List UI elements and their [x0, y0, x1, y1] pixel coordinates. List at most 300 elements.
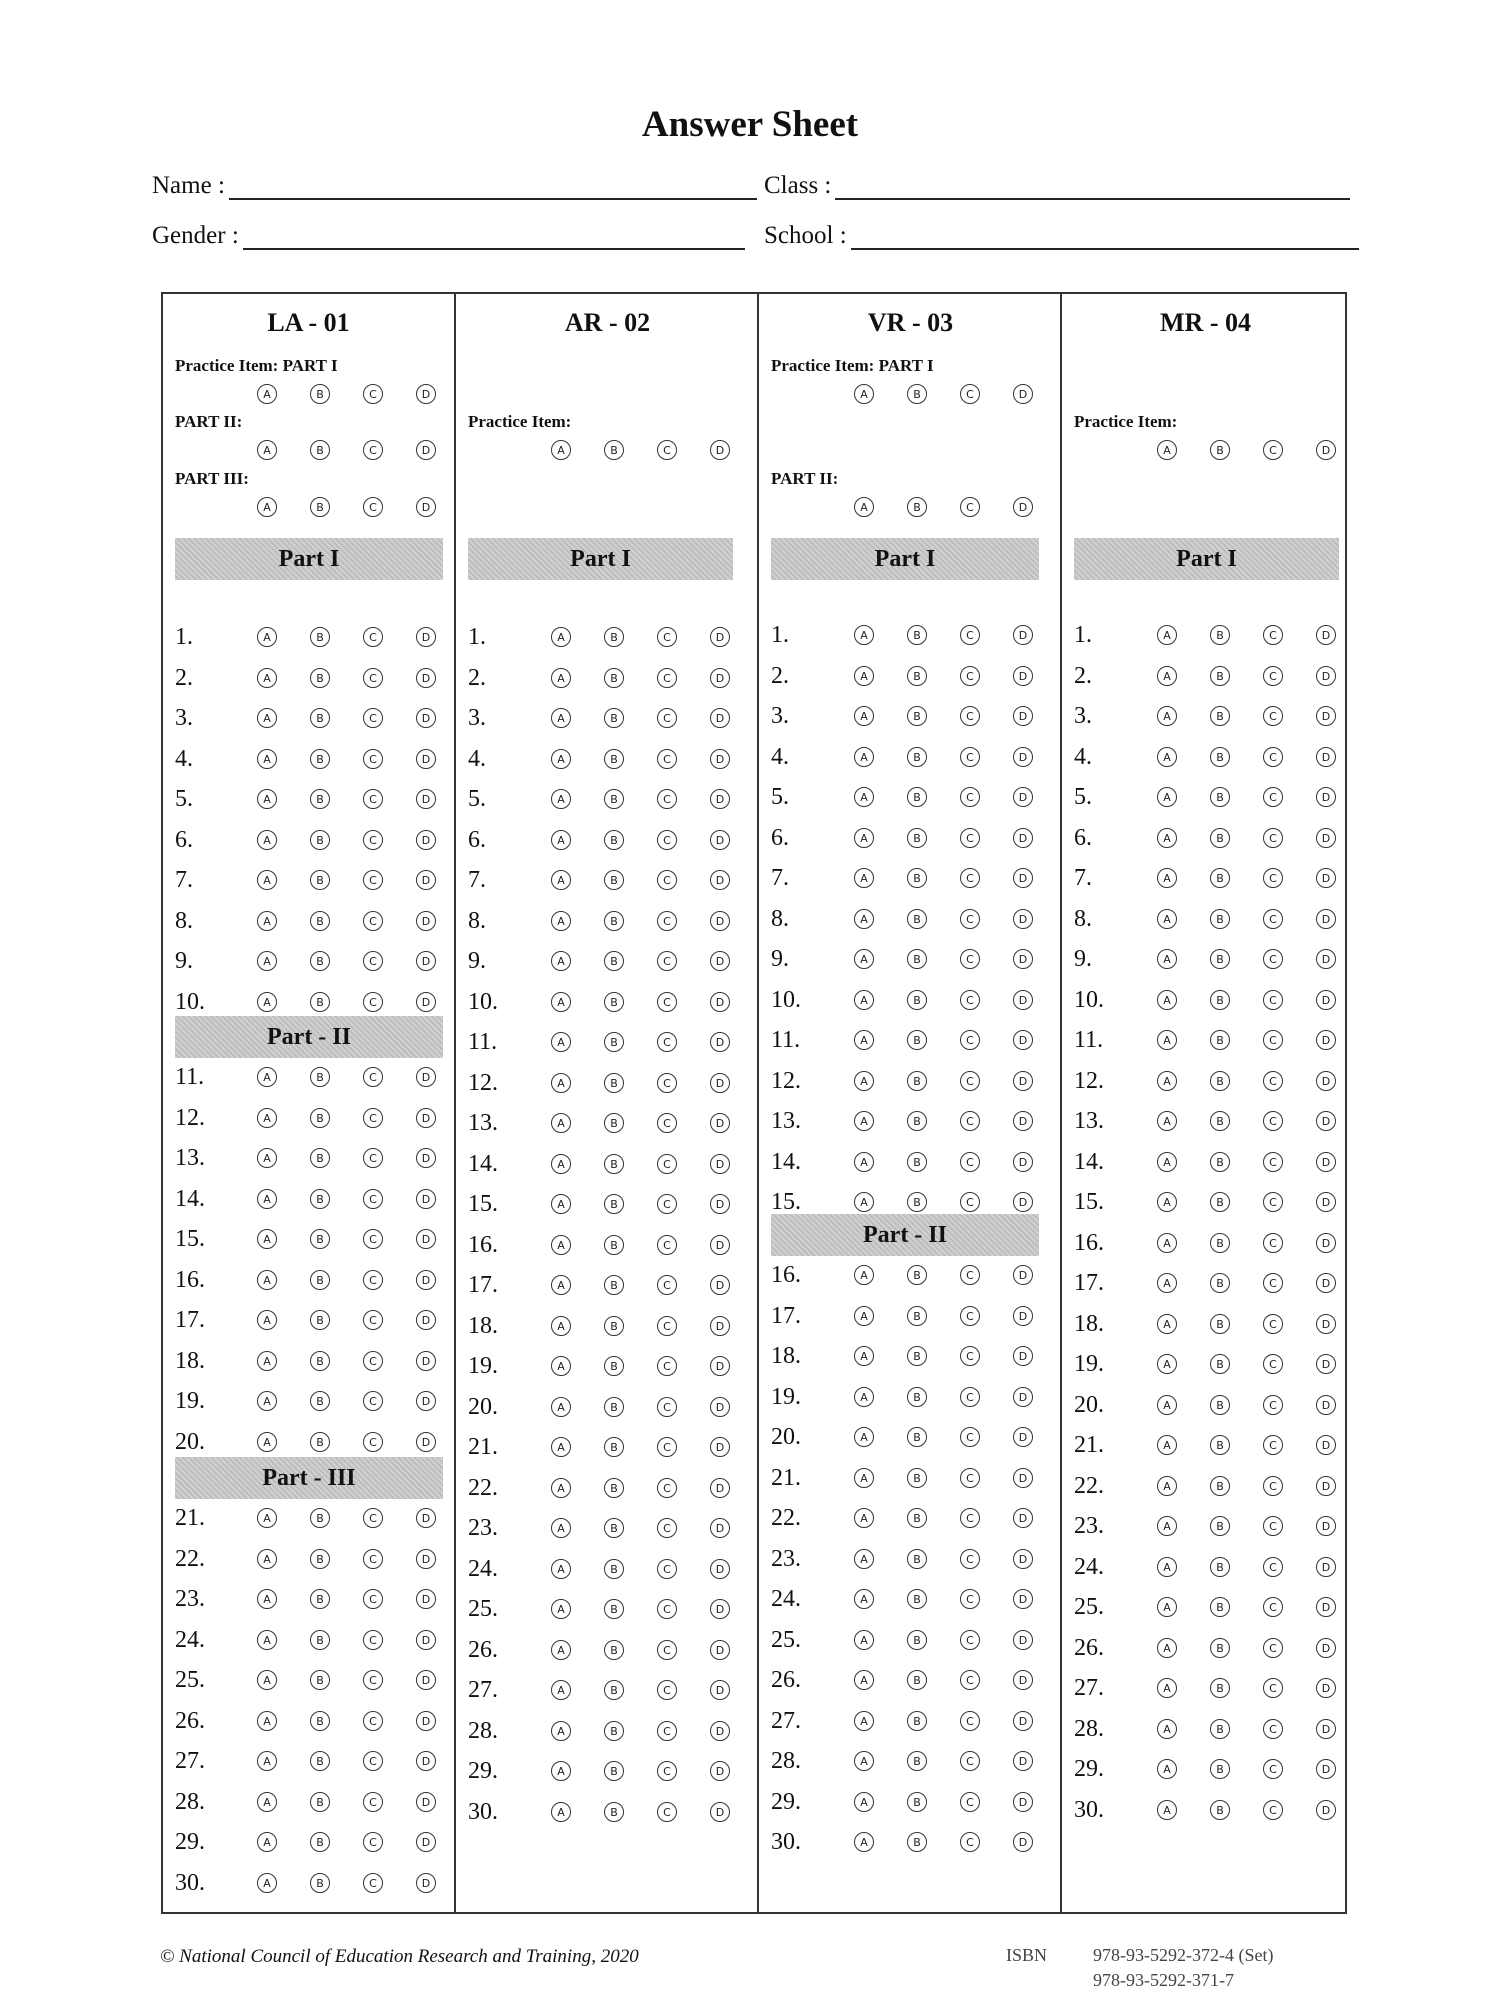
- q2-16-bubble-a[interactable]: A: [551, 1235, 571, 1255]
- q1-27-bubble-b[interactable]: B: [310, 1751, 330, 1771]
- q3-1-bubble-c[interactable]: C: [960, 625, 980, 645]
- q1-29-bubble-a[interactable]: A: [257, 1832, 277, 1852]
- q2-3-bubble-a[interactable]: A: [551, 708, 571, 728]
- practice-2-1-bubble-d[interactable]: D: [710, 440, 730, 460]
- q4-2-bubble-a[interactable]: A: [1157, 666, 1177, 686]
- q1-15-bubble-c[interactable]: C: [363, 1229, 383, 1249]
- q1-23-bubble-a[interactable]: A: [257, 1589, 277, 1609]
- q2-2-bubble-a[interactable]: A: [551, 668, 571, 688]
- q3-6-bubble-b[interactable]: B: [907, 828, 927, 848]
- q4-12-bubble-c[interactable]: C: [1263, 1071, 1283, 1091]
- q4-9-bubble-a[interactable]: A: [1157, 949, 1177, 969]
- q4-3-bubble-a[interactable]: A: [1157, 706, 1177, 726]
- q1-27-bubble-c[interactable]: C: [363, 1751, 383, 1771]
- q2-10-bubble-a[interactable]: A: [551, 992, 571, 1012]
- q2-22-bubble-c[interactable]: C: [657, 1478, 677, 1498]
- q4-24-bubble-d[interactable]: D: [1316, 1557, 1336, 1577]
- q1-2-bubble-a[interactable]: A: [257, 668, 277, 688]
- q3-6-bubble-c[interactable]: C: [960, 828, 980, 848]
- q1-30-bubble-c[interactable]: C: [363, 1873, 383, 1893]
- q2-15-bubble-b[interactable]: B: [604, 1194, 624, 1214]
- q4-26-bubble-b[interactable]: B: [1210, 1638, 1230, 1658]
- school-field[interactable]: [764, 222, 1359, 250]
- q4-3-bubble-b[interactable]: B: [1210, 706, 1230, 726]
- q4-29-bubble-d[interactable]: D: [1316, 1759, 1336, 1779]
- q3-4-bubble-b[interactable]: B: [907, 747, 927, 767]
- q2-25-bubble-b[interactable]: B: [604, 1599, 624, 1619]
- q1-8-bubble-d[interactable]: D: [416, 911, 436, 931]
- q1-28-bubble-a[interactable]: A: [257, 1792, 277, 1812]
- q1-26-bubble-d[interactable]: D: [416, 1711, 436, 1731]
- q3-4-bubble-a[interactable]: A: [854, 747, 874, 767]
- practice-2-1-bubble-b[interactable]: B: [604, 440, 624, 460]
- q3-26-bubble-b[interactable]: B: [907, 1670, 927, 1690]
- q4-15-bubble-d[interactable]: D: [1316, 1192, 1336, 1212]
- q2-26-bubble-a[interactable]: A: [551, 1640, 571, 1660]
- q3-9-bubble-b[interactable]: B: [907, 949, 927, 969]
- q1-1-bubble-a[interactable]: A: [257, 627, 277, 647]
- q2-24-bubble-c[interactable]: C: [657, 1559, 677, 1579]
- q1-4-bubble-d[interactable]: D: [416, 749, 436, 769]
- q4-2-bubble-d[interactable]: D: [1316, 666, 1336, 686]
- q2-23-bubble-a[interactable]: A: [551, 1518, 571, 1538]
- q3-11-bubble-c[interactable]: C: [960, 1030, 980, 1050]
- q3-25-bubble-c[interactable]: C: [960, 1630, 980, 1650]
- q4-8-bubble-b[interactable]: B: [1210, 909, 1230, 929]
- q2-10-bubble-d[interactable]: D: [710, 992, 730, 1012]
- q4-13-bubble-a[interactable]: A: [1157, 1111, 1177, 1131]
- q3-22-bubble-c[interactable]: C: [960, 1508, 980, 1528]
- q1-2-bubble-d[interactable]: D: [416, 668, 436, 688]
- q2-4-bubble-b[interactable]: B: [604, 749, 624, 769]
- q1-25-bubble-d[interactable]: D: [416, 1670, 436, 1690]
- q2-18-bubble-c[interactable]: C: [657, 1316, 677, 1336]
- q2-23-bubble-b[interactable]: B: [604, 1518, 624, 1538]
- q4-3-bubble-d[interactable]: D: [1316, 706, 1336, 726]
- q2-15-bubble-d[interactable]: D: [710, 1194, 730, 1214]
- q4-30-bubble-d[interactable]: D: [1316, 1800, 1336, 1820]
- q4-20-bubble-d[interactable]: D: [1316, 1395, 1336, 1415]
- practice-1-3-bubble-d[interactable]: D: [416, 497, 436, 517]
- q4-25-bubble-b[interactable]: B: [1210, 1597, 1230, 1617]
- q2-3-bubble-c[interactable]: C: [657, 708, 677, 728]
- practice-1-1-bubble-c[interactable]: C: [363, 384, 383, 404]
- q2-6-bubble-a[interactable]: A: [551, 830, 571, 850]
- q1-12-bubble-c[interactable]: C: [363, 1108, 383, 1128]
- q2-19-bubble-a[interactable]: A: [551, 1356, 571, 1376]
- q3-22-bubble-a[interactable]: A: [854, 1508, 874, 1528]
- q3-5-bubble-b[interactable]: B: [907, 787, 927, 807]
- q1-25-bubble-c[interactable]: C: [363, 1670, 383, 1690]
- q4-30-bubble-b[interactable]: B: [1210, 1800, 1230, 1820]
- practice-1-3-bubble-b[interactable]: B: [310, 497, 330, 517]
- q1-8-bubble-c[interactable]: C: [363, 911, 383, 931]
- q3-7-bubble-c[interactable]: C: [960, 868, 980, 888]
- q3-21-bubble-a[interactable]: A: [854, 1468, 874, 1488]
- q3-12-bubble-b[interactable]: B: [907, 1071, 927, 1091]
- q3-14-bubble-d[interactable]: D: [1013, 1152, 1033, 1172]
- q2-9-bubble-c[interactable]: C: [657, 951, 677, 971]
- q2-3-bubble-d[interactable]: D: [710, 708, 730, 728]
- q4-7-bubble-c[interactable]: C: [1263, 868, 1283, 888]
- q2-15-bubble-a[interactable]: A: [551, 1194, 571, 1214]
- q1-26-bubble-c[interactable]: C: [363, 1711, 383, 1731]
- q3-30-bubble-b[interactable]: B: [907, 1832, 927, 1852]
- q3-19-bubble-a[interactable]: A: [854, 1387, 874, 1407]
- gender-field[interactable]: [152, 222, 745, 250]
- q2-12-bubble-d[interactable]: D: [710, 1073, 730, 1093]
- practice-1-2-bubble-d[interactable]: D: [416, 440, 436, 460]
- gender-line[interactable]: [243, 226, 745, 250]
- q1-17-bubble-d[interactable]: D: [416, 1310, 436, 1330]
- q4-8-bubble-a[interactable]: A: [1157, 909, 1177, 929]
- q3-16-bubble-a[interactable]: A: [854, 1265, 874, 1285]
- q3-2-bubble-b[interactable]: B: [907, 666, 927, 686]
- q2-14-bubble-c[interactable]: C: [657, 1154, 677, 1174]
- q3-15-bubble-c[interactable]: C: [960, 1192, 980, 1212]
- q3-1-bubble-d[interactable]: D: [1013, 625, 1033, 645]
- q1-15-bubble-b[interactable]: B: [310, 1229, 330, 1249]
- q4-5-bubble-a[interactable]: A: [1157, 787, 1177, 807]
- q1-18-bubble-d[interactable]: D: [416, 1351, 436, 1371]
- q4-13-bubble-d[interactable]: D: [1316, 1111, 1336, 1131]
- practice-3-2-bubble-c[interactable]: C: [960, 497, 980, 517]
- q2-21-bubble-c[interactable]: C: [657, 1437, 677, 1457]
- q4-28-bubble-b[interactable]: B: [1210, 1719, 1230, 1739]
- q2-14-bubble-b[interactable]: B: [604, 1154, 624, 1174]
- q2-21-bubble-a[interactable]: A: [551, 1437, 571, 1457]
- q3-28-bubble-c[interactable]: C: [960, 1751, 980, 1771]
- practice-3-1-bubble-b[interactable]: B: [907, 384, 927, 404]
- practice-3-1-bubble-d[interactable]: D: [1013, 384, 1033, 404]
- q4-26-bubble-a[interactable]: A: [1157, 1638, 1177, 1658]
- q1-6-bubble-a[interactable]: A: [257, 830, 277, 850]
- practice-1-2-bubble-a[interactable]: A: [257, 440, 277, 460]
- q2-13-bubble-b[interactable]: B: [604, 1113, 624, 1133]
- q3-1-bubble-b[interactable]: B: [907, 625, 927, 645]
- q3-20-bubble-b[interactable]: B: [907, 1427, 927, 1447]
- q1-13-bubble-b[interactable]: B: [310, 1148, 330, 1168]
- q3-30-bubble-c[interactable]: C: [960, 1832, 980, 1852]
- q2-7-bubble-b[interactable]: B: [604, 870, 624, 890]
- q4-18-bubble-c[interactable]: C: [1263, 1314, 1283, 1334]
- q2-24-bubble-a[interactable]: A: [551, 1559, 571, 1579]
- q3-29-bubble-d[interactable]: D: [1013, 1792, 1033, 1812]
- q3-25-bubble-b[interactable]: B: [907, 1630, 927, 1650]
- q4-11-bubble-d[interactable]: D: [1316, 1030, 1336, 1050]
- q4-27-bubble-b[interactable]: B: [1210, 1678, 1230, 1698]
- q1-1-bubble-c[interactable]: C: [363, 627, 383, 647]
- q3-20-bubble-a[interactable]: A: [854, 1427, 874, 1447]
- q4-12-bubble-a[interactable]: A: [1157, 1071, 1177, 1091]
- q4-23-bubble-a[interactable]: A: [1157, 1516, 1177, 1536]
- school-line[interactable]: [851, 226, 1359, 250]
- q1-20-bubble-c[interactable]: C: [363, 1432, 383, 1452]
- q2-18-bubble-a[interactable]: A: [551, 1316, 571, 1336]
- q2-28-bubble-b[interactable]: B: [604, 1721, 624, 1741]
- q2-21-bubble-b[interactable]: B: [604, 1437, 624, 1457]
- q4-18-bubble-b[interactable]: B: [1210, 1314, 1230, 1334]
- q2-5-bubble-d[interactable]: D: [710, 789, 730, 809]
- q2-30-bubble-b[interactable]: B: [604, 1802, 624, 1822]
- q4-22-bubble-d[interactable]: D: [1316, 1476, 1336, 1496]
- q1-25-bubble-a[interactable]: A: [257, 1670, 277, 1690]
- q1-29-bubble-b[interactable]: B: [310, 1832, 330, 1852]
- q3-27-bubble-b[interactable]: B: [907, 1711, 927, 1731]
- q3-29-bubble-a[interactable]: A: [854, 1792, 874, 1812]
- practice-3-2-bubble-b[interactable]: B: [907, 497, 927, 517]
- q1-16-bubble-d[interactable]: D: [416, 1270, 436, 1290]
- q1-20-bubble-d[interactable]: D: [416, 1432, 436, 1452]
- q4-11-bubble-a[interactable]: A: [1157, 1030, 1177, 1050]
- q3-27-bubble-c[interactable]: C: [960, 1711, 980, 1731]
- q3-13-bubble-b[interactable]: B: [907, 1111, 927, 1131]
- q2-13-bubble-a[interactable]: A: [551, 1113, 571, 1133]
- q4-6-bubble-b[interactable]: B: [1210, 828, 1230, 848]
- q4-4-bubble-a[interactable]: A: [1157, 747, 1177, 767]
- q4-10-bubble-a[interactable]: A: [1157, 990, 1177, 1010]
- q1-16-bubble-a[interactable]: A: [257, 1270, 277, 1290]
- q2-13-bubble-c[interactable]: C: [657, 1113, 677, 1133]
- q4-5-bubble-d[interactable]: D: [1316, 787, 1336, 807]
- q3-3-bubble-a[interactable]: A: [854, 706, 874, 726]
- q4-21-bubble-a[interactable]: A: [1157, 1435, 1177, 1455]
- q2-28-bubble-a[interactable]: A: [551, 1721, 571, 1741]
- q3-15-bubble-d[interactable]: D: [1013, 1192, 1033, 1212]
- q1-7-bubble-a[interactable]: A: [257, 870, 277, 890]
- q1-21-bubble-b[interactable]: B: [310, 1508, 330, 1528]
- q4-17-bubble-c[interactable]: C: [1263, 1273, 1283, 1293]
- q4-28-bubble-c[interactable]: C: [1263, 1719, 1283, 1739]
- q4-13-bubble-c[interactable]: C: [1263, 1111, 1283, 1131]
- q1-3-bubble-b[interactable]: B: [310, 708, 330, 728]
- q3-27-bubble-d[interactable]: D: [1013, 1711, 1033, 1731]
- q1-16-bubble-c[interactable]: C: [363, 1270, 383, 1290]
- q1-15-bubble-a[interactable]: A: [257, 1229, 277, 1249]
- q3-29-bubble-c[interactable]: C: [960, 1792, 980, 1812]
- q3-8-bubble-b[interactable]: B: [907, 909, 927, 929]
- q2-16-bubble-d[interactable]: D: [710, 1235, 730, 1255]
- q2-2-bubble-d[interactable]: D: [710, 668, 730, 688]
- q2-28-bubble-c[interactable]: C: [657, 1721, 677, 1741]
- q2-4-bubble-c[interactable]: C: [657, 749, 677, 769]
- q2-17-bubble-d[interactable]: D: [710, 1275, 730, 1295]
- q3-12-bubble-c[interactable]: C: [960, 1071, 980, 1091]
- q1-3-bubble-c[interactable]: C: [363, 708, 383, 728]
- q4-4-bubble-c[interactable]: C: [1263, 747, 1283, 767]
- q4-16-bubble-d[interactable]: D: [1316, 1233, 1336, 1253]
- q2-17-bubble-b[interactable]: B: [604, 1275, 624, 1295]
- q2-16-bubble-b[interactable]: B: [604, 1235, 624, 1255]
- q2-5-bubble-c[interactable]: C: [657, 789, 677, 809]
- q1-8-bubble-a[interactable]: A: [257, 911, 277, 931]
- q4-25-bubble-c[interactable]: C: [1263, 1597, 1283, 1617]
- q3-28-bubble-b[interactable]: B: [907, 1751, 927, 1771]
- q1-30-bubble-b[interactable]: B: [310, 1873, 330, 1893]
- q2-25-bubble-d[interactable]: D: [710, 1599, 730, 1619]
- q4-27-bubble-d[interactable]: D: [1316, 1678, 1336, 1698]
- q1-16-bubble-b[interactable]: B: [310, 1270, 330, 1290]
- practice-3-2-bubble-d[interactable]: D: [1013, 497, 1033, 517]
- q2-18-bubble-d[interactable]: D: [710, 1316, 730, 1336]
- q1-7-bubble-c[interactable]: C: [363, 870, 383, 890]
- q3-8-bubble-d[interactable]: D: [1013, 909, 1033, 929]
- q2-4-bubble-d[interactable]: D: [710, 749, 730, 769]
- practice-1-1-bubble-b[interactable]: B: [310, 384, 330, 404]
- q3-23-bubble-a[interactable]: A: [854, 1549, 874, 1569]
- q1-23-bubble-d[interactable]: D: [416, 1589, 436, 1609]
- q4-3-bubble-c[interactable]: C: [1263, 706, 1283, 726]
- q4-29-bubble-c[interactable]: C: [1263, 1759, 1283, 1779]
- q1-29-bubble-c[interactable]: C: [363, 1832, 383, 1852]
- q2-8-bubble-c[interactable]: C: [657, 911, 677, 931]
- q3-5-bubble-c[interactable]: C: [960, 787, 980, 807]
- q1-18-bubble-b[interactable]: B: [310, 1351, 330, 1371]
- q2-29-bubble-b[interactable]: B: [604, 1761, 624, 1781]
- q1-21-bubble-a[interactable]: A: [257, 1508, 277, 1528]
- q2-27-bubble-d[interactable]: D: [710, 1680, 730, 1700]
- q2-17-bubble-c[interactable]: C: [657, 1275, 677, 1295]
- q3-11-bubble-a[interactable]: A: [854, 1030, 874, 1050]
- q3-24-bubble-b[interactable]: B: [907, 1589, 927, 1609]
- q3-18-bubble-d[interactable]: D: [1013, 1346, 1033, 1366]
- q3-25-bubble-a[interactable]: A: [854, 1630, 874, 1650]
- q3-11-bubble-b[interactable]: B: [907, 1030, 927, 1050]
- q3-21-bubble-c[interactable]: C: [960, 1468, 980, 1488]
- q1-26-bubble-b[interactable]: B: [310, 1711, 330, 1731]
- practice-1-3-bubble-c[interactable]: C: [363, 497, 383, 517]
- q4-9-bubble-d[interactable]: D: [1316, 949, 1336, 969]
- q1-21-bubble-c[interactable]: C: [363, 1508, 383, 1528]
- q2-10-bubble-c[interactable]: C: [657, 992, 677, 1012]
- class-line[interactable]: [835, 176, 1350, 200]
- q3-14-bubble-c[interactable]: C: [960, 1152, 980, 1172]
- q4-17-bubble-a[interactable]: A: [1157, 1273, 1177, 1293]
- q1-18-bubble-a[interactable]: A: [257, 1351, 277, 1371]
- q4-27-bubble-c[interactable]: C: [1263, 1678, 1283, 1698]
- q3-2-bubble-c[interactable]: C: [960, 666, 980, 686]
- q3-6-bubble-d[interactable]: D: [1013, 828, 1033, 848]
- q3-13-bubble-a[interactable]: A: [854, 1111, 874, 1131]
- q3-20-bubble-d[interactable]: D: [1013, 1427, 1033, 1447]
- q1-18-bubble-c[interactable]: C: [363, 1351, 383, 1371]
- q1-14-bubble-c[interactable]: C: [363, 1189, 383, 1209]
- q3-10-bubble-d[interactable]: D: [1013, 990, 1033, 1010]
- q2-12-bubble-b[interactable]: B: [604, 1073, 624, 1093]
- q2-15-bubble-c[interactable]: C: [657, 1194, 677, 1214]
- q4-19-bubble-c[interactable]: C: [1263, 1354, 1283, 1374]
- practice-1-3-bubble-a[interactable]: A: [257, 497, 277, 517]
- q3-25-bubble-d[interactable]: D: [1013, 1630, 1033, 1650]
- q1-11-bubble-c[interactable]: C: [363, 1067, 383, 1087]
- q2-27-bubble-c[interactable]: C: [657, 1680, 677, 1700]
- name-line[interactable]: [229, 176, 757, 200]
- q4-11-bubble-b[interactable]: B: [1210, 1030, 1230, 1050]
- q3-27-bubble-a[interactable]: A: [854, 1711, 874, 1731]
- q1-29-bubble-d[interactable]: D: [416, 1832, 436, 1852]
- q2-10-bubble-b[interactable]: B: [604, 992, 624, 1012]
- q4-17-bubble-d[interactable]: D: [1316, 1273, 1336, 1293]
- q3-29-bubble-b[interactable]: B: [907, 1792, 927, 1812]
- q4-19-bubble-d[interactable]: D: [1316, 1354, 1336, 1374]
- q1-3-bubble-d[interactable]: D: [416, 708, 436, 728]
- q2-20-bubble-a[interactable]: A: [551, 1397, 571, 1417]
- q1-22-bubble-b[interactable]: B: [310, 1549, 330, 1569]
- q4-9-bubble-b[interactable]: B: [1210, 949, 1230, 969]
- q2-8-bubble-d[interactable]: D: [710, 911, 730, 931]
- q1-5-bubble-a[interactable]: A: [257, 789, 277, 809]
- q4-6-bubble-d[interactable]: D: [1316, 828, 1336, 848]
- q1-27-bubble-d[interactable]: D: [416, 1751, 436, 1771]
- q1-12-bubble-b[interactable]: B: [310, 1108, 330, 1128]
- q3-19-bubble-d[interactable]: D: [1013, 1387, 1033, 1407]
- practice-2-1-bubble-a[interactable]: A: [551, 440, 571, 460]
- q4-12-bubble-b[interactable]: B: [1210, 1071, 1230, 1091]
- q2-17-bubble-a[interactable]: A: [551, 1275, 571, 1295]
- q3-17-bubble-a[interactable]: A: [854, 1306, 874, 1326]
- q3-17-bubble-c[interactable]: C: [960, 1306, 980, 1326]
- q4-4-bubble-d[interactable]: D: [1316, 747, 1336, 767]
- q3-26-bubble-a[interactable]: A: [854, 1670, 874, 1690]
- q3-5-bubble-d[interactable]: D: [1013, 787, 1033, 807]
- q1-1-bubble-b[interactable]: B: [310, 627, 330, 647]
- q3-9-bubble-a[interactable]: A: [854, 949, 874, 969]
- q2-22-bubble-b[interactable]: B: [604, 1478, 624, 1498]
- q1-19-bubble-c[interactable]: C: [363, 1391, 383, 1411]
- q3-30-bubble-d[interactable]: D: [1013, 1832, 1033, 1852]
- q2-29-bubble-a[interactable]: A: [551, 1761, 571, 1781]
- q3-19-bubble-b[interactable]: B: [907, 1387, 927, 1407]
- q3-20-bubble-c[interactable]: C: [960, 1427, 980, 1447]
- name-field[interactable]: [152, 172, 757, 200]
- q3-17-bubble-b[interactable]: B: [907, 1306, 927, 1326]
- q3-22-bubble-b[interactable]: B: [907, 1508, 927, 1528]
- q4-6-bubble-c[interactable]: C: [1263, 828, 1283, 848]
- q1-6-bubble-d[interactable]: D: [416, 830, 436, 850]
- q4-7-bubble-a[interactable]: A: [1157, 868, 1177, 888]
- q4-21-bubble-c[interactable]: C: [1263, 1435, 1283, 1455]
- q1-22-bubble-a[interactable]: A: [257, 1549, 277, 1569]
- practice-1-1-bubble-d[interactable]: D: [416, 384, 436, 404]
- q3-16-bubble-c[interactable]: C: [960, 1265, 980, 1285]
- q3-2-bubble-d[interactable]: D: [1013, 666, 1033, 686]
- q3-23-bubble-c[interactable]: C: [960, 1549, 980, 1569]
- q1-5-bubble-c[interactable]: C: [363, 789, 383, 809]
- q1-12-bubble-d[interactable]: D: [416, 1108, 436, 1128]
- q1-14-bubble-d[interactable]: D: [416, 1189, 436, 1209]
- q2-29-bubble-c[interactable]: C: [657, 1761, 677, 1781]
- q3-15-bubble-b[interactable]: B: [907, 1192, 927, 1212]
- q2-16-bubble-c[interactable]: C: [657, 1235, 677, 1255]
- q1-11-bubble-d[interactable]: D: [416, 1067, 436, 1087]
- q1-21-bubble-d[interactable]: D: [416, 1508, 436, 1528]
- q3-7-bubble-d[interactable]: D: [1013, 868, 1033, 888]
- q4-26-bubble-d[interactable]: D: [1316, 1638, 1336, 1658]
- q4-1-bubble-c[interactable]: C: [1263, 625, 1283, 645]
- q1-6-bubble-c[interactable]: C: [363, 830, 383, 850]
- q4-17-bubble-b[interactable]: B: [1210, 1273, 1230, 1293]
- q3-4-bubble-c[interactable]: C: [960, 747, 980, 767]
- q1-6-bubble-b[interactable]: B: [310, 830, 330, 850]
- q2-24-bubble-d[interactable]: D: [710, 1559, 730, 1579]
- q4-24-bubble-a[interactable]: A: [1157, 1557, 1177, 1577]
- q4-10-bubble-d[interactable]: D: [1316, 990, 1336, 1010]
- q2-5-bubble-a[interactable]: A: [551, 789, 571, 809]
- q4-8-bubble-d[interactable]: D: [1316, 909, 1336, 929]
- q3-9-bubble-d[interactable]: D: [1013, 949, 1033, 969]
- q2-6-bubble-d[interactable]: D: [710, 830, 730, 850]
- q2-5-bubble-b[interactable]: B: [604, 789, 624, 809]
